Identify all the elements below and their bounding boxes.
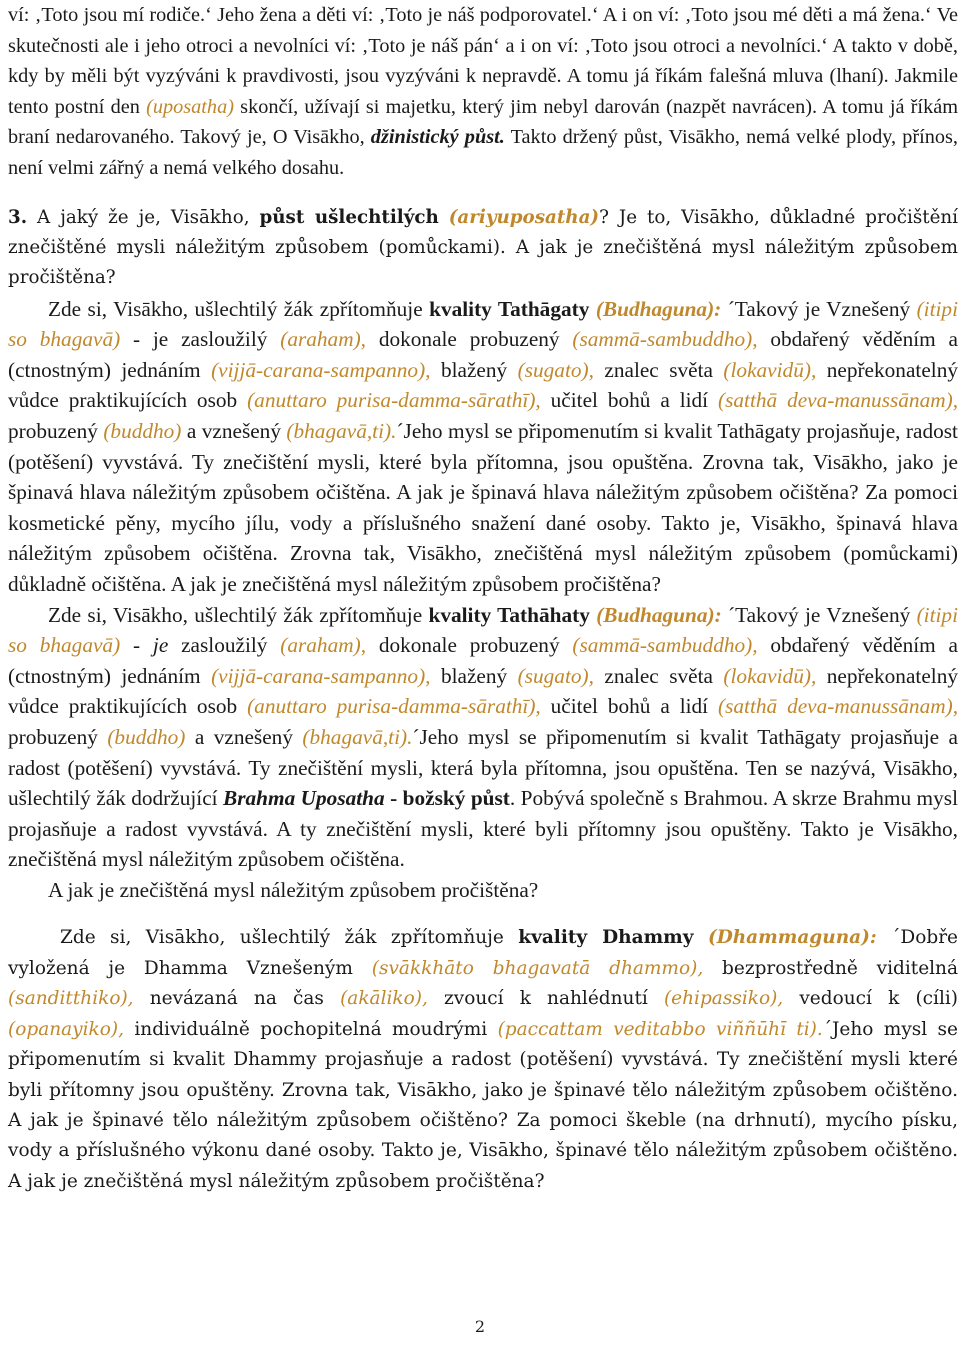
pali-term: (buddho): [103, 418, 182, 443]
text-run: ´Takový je Vznešený: [721, 296, 917, 321]
emphasis-term: Brahma Uposatha: [223, 786, 385, 811]
emphasis-term: džinistický půst.: [370, 126, 505, 148]
text-run: individuálně pochopitelná moudrými: [124, 1018, 498, 1040]
text-run: obdařený věděním a (ctnostným) jednáním: [8, 327, 958, 382]
pali-term: (araham),: [280, 327, 367, 352]
pali-term: (anuttaro purisa-damma-sārathī),: [247, 694, 541, 719]
pali-term: (lokavidū),: [723, 663, 817, 688]
pali-term: (paccattam veditabbo viññūhī ti).: [497, 1018, 823, 1040]
text-run: je: [152, 633, 169, 658]
pali-term: (vijjā-carana-sampanno),: [211, 663, 431, 688]
text-run: a vznešený: [185, 724, 303, 749]
pali-term: (sammā-sambuddho),: [572, 633, 758, 658]
section-number: 3.: [8, 207, 28, 228]
pali-term: (vijjā-carana-sampanno),: [211, 357, 431, 382]
pali-term: (opanayiko),: [8, 1018, 124, 1040]
text-run: ví: ‚Toto jsou mí rodiče.‘ Jeho žena a děti ví: ‚Toto je náš podporovatel.‘ A i on ví: ‚Toto jsou mé děti a má žena.‘ Ve skutečnosti ale i jeho otroci a nevolníci ví: ‚Toto je náš pán‘ a i on ví: ‚Toto jsou otroci a nevolníci.‘ A takto v době, kdy by měli být vyzýváni k pravdivosti, jsou vyzýváni k nepravdě. A tomu já říkám falešná mluva (lhaní). Jakmile tento postní den: [8, 4, 958, 118]
text-run: A jaký že je, Visākho,: [27, 207, 260, 228]
emphasis-term: božský půst: [402, 786, 510, 811]
pali-term: (Budhaguna):: [595, 296, 722, 321]
pali-term: (itipi so bhagavā): [8, 296, 958, 352]
pali-term: (sanditthiko),: [8, 988, 134, 1010]
text-run: obdařený věděním a (ctnostným) jednáním: [8, 633, 959, 688]
text-run: nevázaná na čas: [133, 988, 341, 1010]
pali-term: (akāliko),: [340, 988, 428, 1010]
pali-term: (lokavidū),: [723, 357, 817, 382]
text-run: učitel bohů a lidí: [540, 694, 719, 719]
text-run: nepřekonatelný vůdce praktikujících osob: [8, 357, 958, 413]
pali-term: (Dhammaguna):: [707, 927, 877, 949]
text-run: - je zasloužilý: [120, 327, 281, 352]
text-run: Zde si, Visākho, ušlechtilý žák zpřítomňuje: [60, 927, 519, 949]
text-run: učitel bohů a lidí: [540, 388, 719, 413]
text-run: bezprostředně viditelná: [703, 957, 958, 979]
text-run: a vznešený: [181, 418, 287, 443]
text-run: dokonale probuzený: [366, 327, 573, 352]
text-run: A jak je znečištěná mysl náležitým způsobem pročištěna?: [48, 877, 539, 902]
pali-term: (sammā-sambuddho),: [572, 327, 758, 352]
text-run: Zde si, Visākho, ušlechtilý žák zpřítomňuje: [48, 296, 430, 321]
text-run: -: [120, 633, 153, 658]
text-run: ´Takový je Vznešený: [721, 602, 917, 627]
text-run: zasloužilý: [168, 633, 281, 658]
text-run: Zde si, Visākho, ušlechtilý žák zpřítomňuje: [48, 602, 429, 627]
text-run: ´Jeho mysl se připomenutím si kvalit Dhammy projasňuje a radost (potěšení) vyvstává. Ty znečištění mysli které byli přítomny jsou opuštěny. Zrovna tak, Visākho, jako je špinavé tělo náležitým způsobem očištěno. A jak je špinavé tělo náležitým způsobem očištěno? Za pomoci škeble (na drhnutí), mycího písku, vody a příslušného výkonu dané osoby. Takto je, Visākho, špinavé tělo náležitým způsobem očištěno. A jak je znečištěná mysl náležitým způsobem pročištěna?: [8, 1018, 958, 1192]
paragraph-question: [8, 875, 958, 906]
text-run: blažený: [430, 357, 518, 382]
paragraph-noble-fast: [8, 203, 958, 294]
paragraph-tathagata-qualities: [8, 294, 958, 600]
pali-term: (ehipassiko),: [663, 988, 784, 1010]
paragraph-dhamma-qualities: [8, 923, 958, 1197]
text-run: ´Jeho mysl se připomenutím si kvalit Tathāgaty projasňuje a radost (potěšení) vyvstává. Ty znečištění mysli, která byla přítomna, jsou opuštěna. Ten se nazývá, Visākho, ušlechtilý žák dodržující: [8, 724, 958, 811]
text-run: zvoucí k nahlédnutí: [427, 988, 664, 1010]
text-run: skončí, užívají si majetku, který jim nebyl darován (nazpět navrácen). A tomu já říkám braní nedarovaného. Takový je, O Visākho,: [8, 95, 958, 148]
emphasis-term: kvality Dhammy: [518, 927, 694, 949]
pali-term: (bhagavā,ti).: [286, 418, 397, 443]
emphasis-term: kvality Tathāgaty: [429, 296, 590, 321]
pali-term: (satthā deva-manussānam),: [718, 388, 959, 413]
text-run: probuzený: [8, 724, 108, 749]
pali-term: (svākkhāto bhagavatā dhammo),: [371, 957, 704, 979]
text-run: ? Je to, Visākho, důkladné pročištění znečištěné mysli náležitým způsobem (pomůckami). A jak je znečištěná mysl náležitým způsobem pročištěna?: [8, 207, 959, 289]
pali-term: (bhagavā,ti).: [302, 724, 413, 749]
emphasis-term: kvality Tathāhaty: [428, 602, 590, 627]
text-run: dokonale probuzený: [366, 633, 573, 658]
paragraph-jain-fast: [8, 0, 958, 183]
text-run: blažený: [430, 663, 518, 688]
text-run: ´Dobře vyložená je Dhamma Vznešeným: [8, 927, 958, 979]
text-run: vedoucí k (cíli): [783, 988, 958, 1010]
emphasis-term: půst ušlechtilých: [259, 207, 439, 228]
pali-term: (ariyuposatha): [448, 207, 600, 228]
text-run: probuzený: [8, 418, 104, 443]
text-run: nepřekonatelný vůdce praktikujících osob: [8, 663, 958, 719]
pali-term: (itipi so bhagavā): [8, 602, 958, 658]
paragraph-brahma-uposatha: [8, 600, 958, 875]
text-run: Takto držený půst, Visākho, nemá velké plody, přínos, není velmi zářný a nemá velkého dosahu.: [8, 126, 958, 179]
pali-term: (satthā deva-manussānam),: [718, 694, 959, 719]
pali-term: (araham),: [280, 633, 367, 658]
pali-term: (sugato),: [517, 357, 594, 382]
pali-term: (anuttaro purisa-damma-sārathī),: [247, 388, 541, 413]
pali-term: (uposatha): [146, 95, 234, 118]
text-run: [439, 207, 449, 228]
text-run: -: [384, 786, 403, 811]
pali-term: (buddho): [107, 724, 186, 749]
pali-term: (sugato),: [517, 663, 594, 688]
text-run: znalec světa: [593, 357, 724, 382]
page-number: 2: [474, 1317, 486, 1336]
text-run: . Pobývá společně s Brahmou. A skrze Brahmu mysl projasňuje a radost vyvstává. A ty znečištění mysli, které byli přítomny jsou opuštěny. Takto je Visākho, znečištěná mysl náležitým způsobem očištěna.: [8, 786, 958, 872]
document-page: [8, 0, 958, 1197]
text-run: [694, 927, 708, 948]
text-run: znalec světa: [593, 663, 724, 688]
pali-term: (Budhaguna):: [596, 602, 722, 627]
text-run: ´Jeho mysl se připomenutím si kvalit Tathāgaty projasňuje, radost (potěšení) vyvstává. Ty znečištění mysli, které byla přítomna, jsou opuštěna. Zrovna tak, Visākho, jako je špinavá hlava náležitým způsobem očištěna. A jak je špinavá hlava náležitým způsobem očištěna? Za pomoci kosmetické pěny, mycího jílu, vody a příslušného snažení dané osoby. Takto je, Visākho, špinavá hlava náležitým způsobem očištěna. Zrovna tak, Visākho, znečištěná mysl náležitým způsobem (pomůckami) důkladně očištěna. A jak je znečištěná mysl náležitým způsobem pročištěna?: [8, 418, 958, 596]
